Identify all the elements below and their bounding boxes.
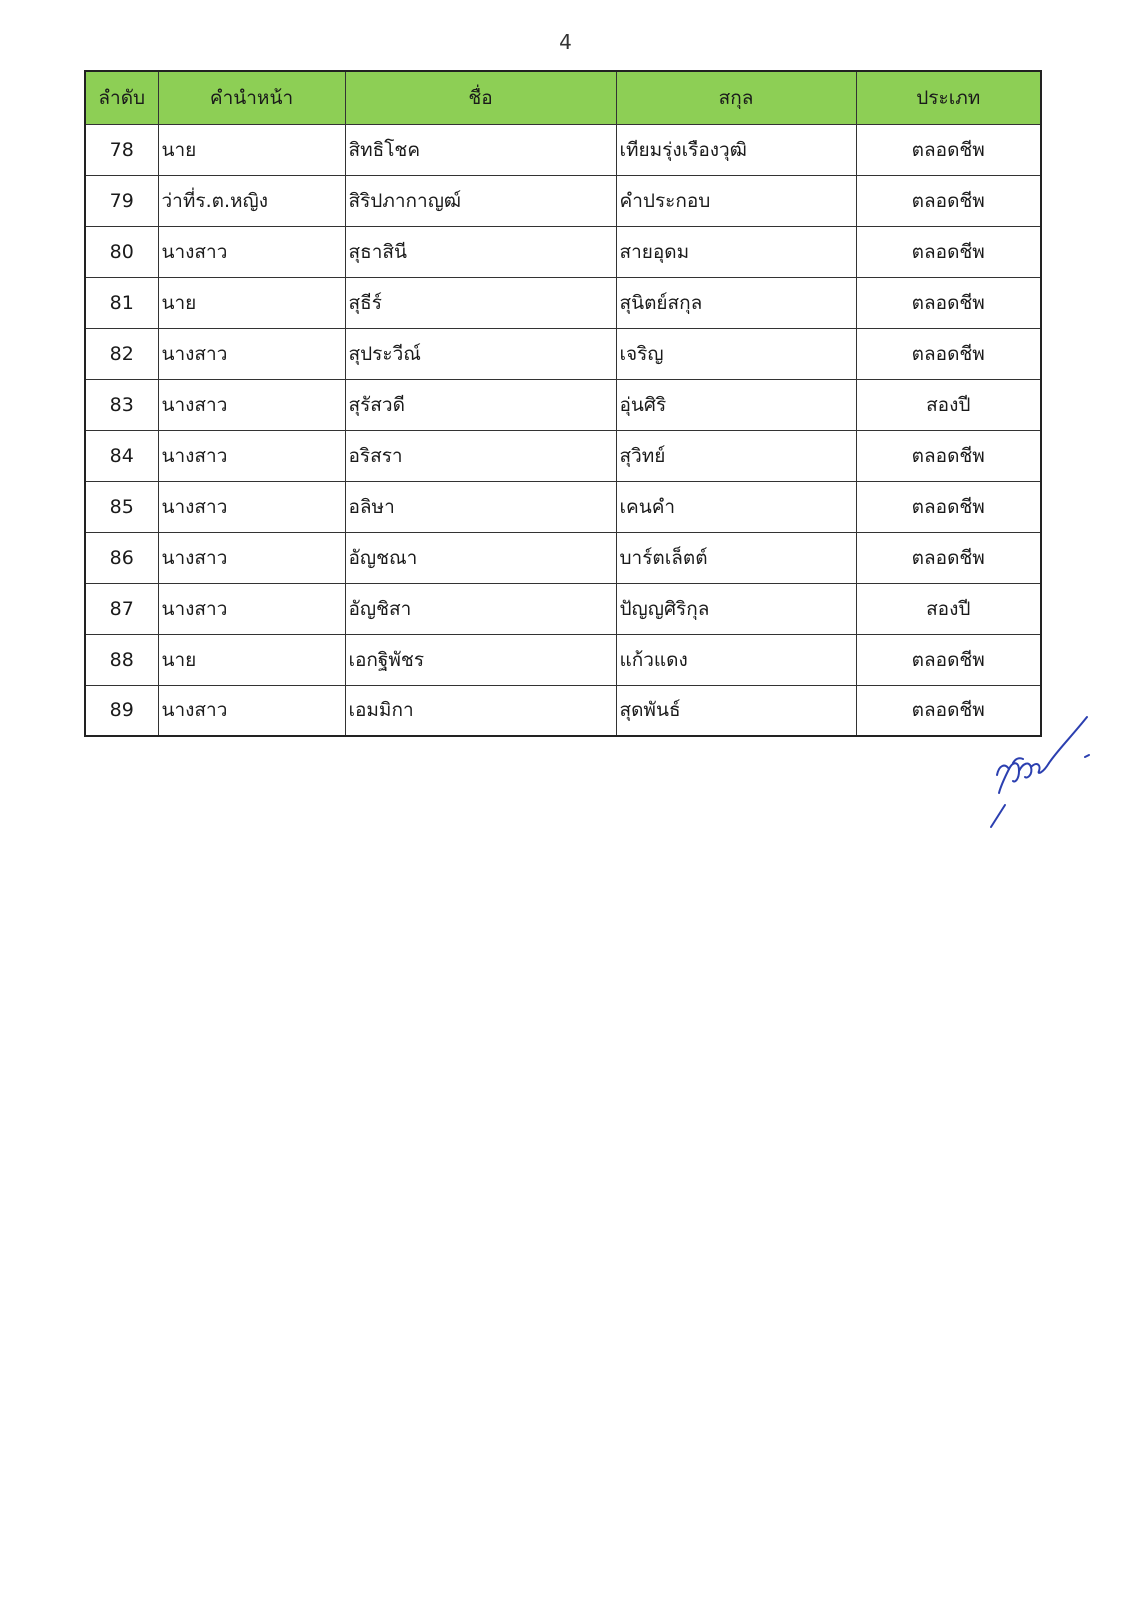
member-roster-table <box>84 70 1042 737</box>
row-surname: เจริญ <box>616 328 856 379</box>
row-first-name: สุรัสวดี <box>345 379 616 430</box>
row-surname: เทียมรุ่งเรืองวุฒิ <box>616 124 856 175</box>
row-number: 86 <box>85 532 158 583</box>
row-prefix: นางสาว <box>158 583 345 634</box>
row-membership-type: ตลอดชีพ <box>856 532 1041 583</box>
row-membership-type: ตลอดชีพ <box>856 634 1041 685</box>
row-prefix: นางสาว <box>158 328 345 379</box>
table-row <box>85 685 1041 736</box>
row-number: 82 <box>85 328 158 379</box>
row-membership-type: สองปี <box>856 379 1041 430</box>
header-surname: สกุล <box>616 71 856 124</box>
header-type: ประเภท <box>856 71 1041 124</box>
row-prefix: นางสาว <box>158 226 345 277</box>
page-number: 4 <box>559 30 572 54</box>
row-first-name: สิทธิโชค <box>345 124 616 175</box>
row-surname: คำประกอบ <box>616 175 856 226</box>
table-row <box>85 481 1041 532</box>
row-first-name: อัญชณา <box>345 532 616 583</box>
table-row <box>85 277 1041 328</box>
header-prefix: คำนำหน้า <box>158 71 345 124</box>
table-row <box>85 175 1041 226</box>
row-first-name: สุธีร์ <box>345 277 616 328</box>
row-number: 84 <box>85 430 158 481</box>
row-first-name: สุธาสินี <box>345 226 616 277</box>
row-number: 88 <box>85 634 158 685</box>
row-membership-type: ตลอดชีพ <box>856 175 1041 226</box>
row-number: 89 <box>85 685 158 736</box>
table-row <box>85 328 1041 379</box>
row-prefix: ว่าที่ร.ต.หญิง <box>158 175 345 226</box>
row-prefix: นางสาว <box>158 685 345 736</box>
row-prefix: นางสาว <box>158 379 345 430</box>
table-row <box>85 430 1041 481</box>
row-prefix: นาย <box>158 277 345 328</box>
row-first-name: เอมมิกา <box>345 685 616 736</box>
row-membership-type: ตลอดชีพ <box>856 124 1041 175</box>
header-row <box>85 71 1041 124</box>
row-surname: สุนิตย์สกุล <box>616 277 856 328</box>
row-prefix: นาย <box>158 634 345 685</box>
header-no: ลำดับ <box>85 71 158 124</box>
row-prefix: นางสาว <box>158 481 345 532</box>
table-row <box>85 379 1041 430</box>
row-surname: แก้วแดง <box>616 634 856 685</box>
table-header <box>85 71 1041 124</box>
row-surname: ปัญญศิริกุล <box>616 583 856 634</box>
row-number: 79 <box>85 175 158 226</box>
row-surname: สายอุดม <box>616 226 856 277</box>
row-membership-type: ตลอดชีพ <box>856 226 1041 277</box>
row-number: 83 <box>85 379 158 430</box>
row-surname: อุ่นศิริ <box>616 379 856 430</box>
row-number: 81 <box>85 277 158 328</box>
row-first-name: สุประวีณ์ <box>345 328 616 379</box>
row-prefix: นางสาว <box>158 532 345 583</box>
row-prefix: นางสาว <box>158 430 345 481</box>
header-name: ชื่อ <box>345 71 616 124</box>
row-prefix: นาย <box>158 124 345 175</box>
row-membership-type: ตลอดชีพ <box>856 481 1041 532</box>
signature-mark <box>975 705 1095 835</box>
row-number: 80 <box>85 226 158 277</box>
row-membership-type: ตลอดชีพ <box>856 328 1041 379</box>
row-membership-type: ตลอดชีพ <box>856 277 1041 328</box>
table-row <box>85 124 1041 175</box>
row-membership-type: สองปี <box>856 583 1041 634</box>
table-row <box>85 532 1041 583</box>
row-membership-type: ตลอดชีพ <box>856 685 1041 736</box>
row-number: 78 <box>85 124 158 175</box>
row-number: 87 <box>85 583 158 634</box>
table-row <box>85 583 1041 634</box>
row-first-name: เอกฐิพัชร <box>345 634 616 685</box>
row-number: 85 <box>85 481 158 532</box>
table-body <box>85 124 1041 736</box>
row-first-name: สิริปภากาญฒ์ <box>345 175 616 226</box>
table-row <box>85 634 1041 685</box>
row-first-name: อริสรา <box>345 430 616 481</box>
row-surname: บาร์ตเล็ตต์ <box>616 532 856 583</box>
row-first-name: อลิษา <box>345 481 616 532</box>
row-membership-type: ตลอดชีพ <box>856 430 1041 481</box>
row-first-name: อัญชิสา <box>345 583 616 634</box>
row-surname: สุวิทย์ <box>616 430 856 481</box>
row-surname: สุดพันธ์ <box>616 685 856 736</box>
table-row <box>85 226 1041 277</box>
row-surname: เคนคำ <box>616 481 856 532</box>
